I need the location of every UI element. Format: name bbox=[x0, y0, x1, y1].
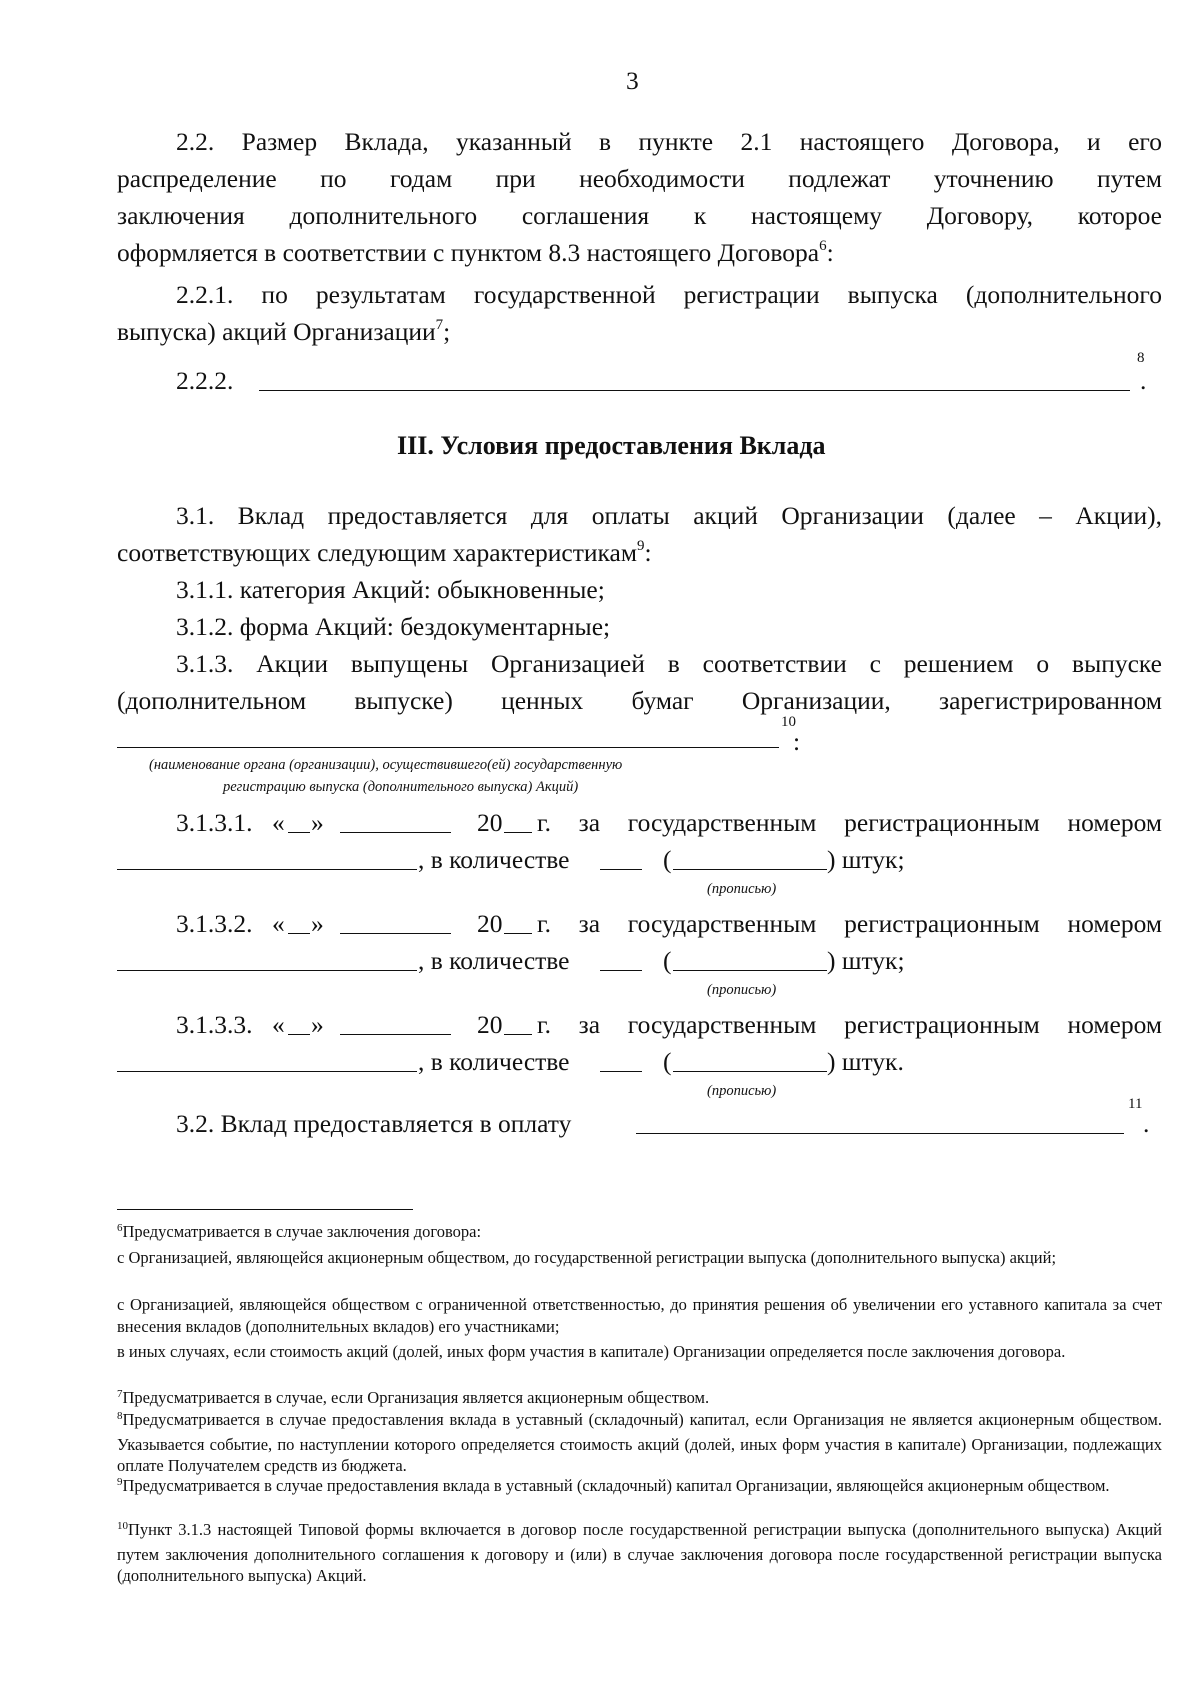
p31-line2-end: : bbox=[644, 538, 652, 567]
sub-item-qty-blank bbox=[600, 869, 642, 870]
footnote-separator bbox=[117, 1209, 413, 1210]
sub-item-year: 20 bbox=[477, 808, 503, 837]
footnote-9 bbox=[117, 1475, 1162, 1500]
sub-item-year-blank bbox=[504, 1034, 532, 1035]
sub-item-rest: г. за государственным регистрационным номером bbox=[537, 808, 1162, 837]
p31-line2 bbox=[117, 534, 652, 571]
p313-end: : bbox=[793, 727, 801, 756]
sub-item-qty-blank bbox=[600, 970, 642, 971]
sub-item-paren-open: ( bbox=[663, 845, 672, 874]
footnote-6-item-llc: с Организацией, являющейся обществом с ограниченной ответственностью, до принятия решения об увеличении его уставного капитала за счет внесения вкладов (дополнительных вкладов) его участниками; bbox=[117, 1295, 1162, 1336]
sub-item-date-close: » bbox=[311, 909, 324, 938]
sub-item-date-open: « bbox=[272, 909, 285, 938]
p32-text: 3.2. Вклад предоставляется в оплату bbox=[176, 1109, 572, 1138]
sub-item-year: 20 bbox=[477, 1010, 503, 1039]
sub-item-qty-blank bbox=[600, 1071, 642, 1072]
sub-item-paren-close: ) штук. bbox=[827, 1047, 904, 1076]
sub-item-day-blank bbox=[288, 1034, 310, 1035]
sub-item-number: 3.1.3.3. bbox=[176, 1010, 253, 1039]
footnote-6-intro bbox=[117, 1221, 1162, 1246]
p221-line2 bbox=[117, 313, 450, 350]
sub-item-month-blank bbox=[340, 832, 451, 833]
sub-item-number: 3.1.3.1. bbox=[176, 808, 253, 837]
footnote-7-number: 7 bbox=[117, 1388, 123, 1400]
sub-item-qty-label: , в количестве bbox=[418, 946, 570, 975]
p22-line4-end: : bbox=[826, 238, 834, 267]
p221-line1: 2.2.1. по результатам государственной регистрации выпуска (дополнительного bbox=[176, 280, 1162, 309]
footnote-ref-11: 11 bbox=[1128, 1096, 1143, 1112]
sub-item-regnum-blank bbox=[117, 1071, 417, 1072]
sub-item-rest: г. за государственным регистрационным номером bbox=[537, 1010, 1162, 1039]
sub-item-day-blank bbox=[288, 933, 310, 934]
sub-item-number: 3.1.3.2. bbox=[176, 909, 253, 938]
sub-item-rest: г. за государственным регистрационным номером bbox=[537, 909, 1162, 938]
p221-line2-end: ; bbox=[443, 317, 451, 346]
sub-item-words-blank bbox=[673, 970, 827, 971]
footnote-7 bbox=[117, 1387, 1162, 1412]
p22-line4 bbox=[117, 234, 834, 271]
sub-item-date-close: » bbox=[311, 1010, 324, 1039]
footnote-6-text: Предусматривается в случае заключения договора: bbox=[122, 1222, 482, 1241]
footnote-10-text: Пункт 3.1.3 настоящей Типовой формы включается в договор после государственной регистрации выпуска (дополнительного выпуска) Акций путем заключения дополнительного соглашения к договору и (или) в случае заключения договора после государственной регистрации выпуска (дополнительного выпуска) Акций. bbox=[117, 1520, 1162, 1585]
footnote-8 bbox=[117, 1409, 1162, 1477]
sub-item-day-blank bbox=[288, 832, 310, 833]
sub-item-words-blank bbox=[673, 1071, 827, 1072]
p32-end: . bbox=[1143, 1109, 1150, 1138]
p313-caption-line2: регистрацию выпуска (дополнительного выпуска) Акций) bbox=[223, 779, 579, 795]
sub-item-year-blank bbox=[504, 832, 532, 833]
sub-item-caption: (прописью) bbox=[707, 982, 777, 998]
sub-item-year: 20 bbox=[477, 909, 503, 938]
sub-item-date-close: » bbox=[311, 808, 324, 837]
p22-line4-text: оформляется в соответствии с пунктом 8.3 настоящего Договора bbox=[117, 238, 820, 267]
page-number: 3 bbox=[626, 66, 639, 95]
sub-item-qty-label: , в количестве bbox=[418, 845, 570, 874]
sub-item-month-blank bbox=[340, 1034, 451, 1035]
p22-line2: распределение по годам при необходимости подлежат уточнению путем bbox=[117, 164, 1162, 193]
sub-item-caption: (прописью) bbox=[707, 1083, 777, 1099]
footnote-ref-10: 10 bbox=[781, 714, 796, 730]
p22-line1: 2.2. Размер Вклада, указанный в пункте 2.1 настоящего Договора, и его bbox=[176, 127, 1162, 156]
footnote-9-number: 9 bbox=[117, 1476, 123, 1488]
sub-item-date-open: « bbox=[272, 1010, 285, 1039]
p222-number: 2.2.2. bbox=[176, 366, 234, 395]
sub-item-regnum-blank bbox=[117, 970, 417, 971]
sub-item-words-blank bbox=[673, 869, 827, 870]
p313-caption-line1: (наименование органа (организации), осуществившего(ей) государственную bbox=[149, 757, 623, 773]
sub-item-qty-label: , в количестве bbox=[418, 1047, 570, 1076]
footnote-ref-6: 6 bbox=[819, 238, 827, 254]
footnote-6-number: 6 bbox=[117, 1222, 123, 1234]
sub-item-paren-close: ) штук; bbox=[827, 946, 905, 975]
sub-item-year-blank bbox=[504, 933, 532, 934]
sub-item-paren-open: ( bbox=[663, 946, 672, 975]
p22-line3: заключения дополнительного соглашения к настоящему Договору, которое bbox=[117, 201, 1162, 230]
sub-item-regnum-blank bbox=[117, 869, 417, 870]
p221-line2-text: выпуска) акций Организации bbox=[117, 317, 436, 346]
sub-item-caption: (прописью) bbox=[707, 881, 777, 897]
footnote-8-number: 8 bbox=[117, 1410, 123, 1422]
section-3-title: III. Условия предоставления Вклада bbox=[397, 431, 826, 460]
footnote-9-text: Предусматривается в случае предоставления вклада в уставный (складочный) капитал Организации, являющейся акционерным обществом. bbox=[122, 1476, 1110, 1495]
p313-authority-blank-line bbox=[117, 747, 779, 748]
sub-item-month-blank bbox=[340, 933, 451, 934]
footnote-6-item-jsc: с Организацией, являющейся акционерным обществом, до государственной регистрации выпуска (дополнительного выпуска) акций; bbox=[117, 1248, 1057, 1267]
footnote-ref-8: 8 bbox=[1137, 350, 1145, 366]
p313-line2: (дополнительном выпуске) ценных бумаг Организации, зарегистрированном bbox=[117, 686, 1162, 715]
footnote-8-text: Предусматривается в случае предоставления вклада в уставный (складочный) капитал, если Организация не является акционерным обществом. Указывается событие, по наступлении которого определяется стоимость акций (долей, иных форм участия в капитале) Организации, подлежащих оплате Получателем средств из бюджета. bbox=[117, 1410, 1162, 1475]
footnote-7-text: Предусматривается в случае, если Организация является акционерным обществом. bbox=[122, 1388, 710, 1407]
sub-item-date-open: « bbox=[272, 808, 285, 837]
p312: 3.1.2. форма Акций: бездокументарные; bbox=[176, 612, 611, 641]
p222-blank-line bbox=[259, 390, 1130, 391]
p222-end: . bbox=[1140, 366, 1147, 395]
sub-item-paren-close: ) штук; bbox=[827, 845, 905, 874]
p32-blank-line bbox=[636, 1133, 1124, 1134]
footnote-ref-7: 7 bbox=[435, 317, 444, 333]
footnote-6-item-other: в иных случаях, если стоимость акций (долей, иных форм участия в капитале) Организации определяется после заключения договора. bbox=[117, 1342, 1066, 1361]
sub-item-paren-open: ( bbox=[663, 1047, 672, 1076]
p31-line1: 3.1. Вклад предоставляется для оплаты акций Организации (далее – Акции), bbox=[176, 501, 1162, 530]
footnote-10 bbox=[117, 1519, 1162, 1587]
footnote-ref-9: 9 bbox=[637, 538, 645, 554]
footnote-10-number: 10 bbox=[117, 1520, 128, 1532]
p31-line2-text: соответствующих следующим характеристикам bbox=[117, 538, 637, 567]
p313-line1: 3.1.3. Акции выпущены Организацией в соответствии с решением о выпуске bbox=[176, 649, 1162, 678]
p311: 3.1.1. категория Акций: обыкновенные; bbox=[176, 575, 605, 604]
